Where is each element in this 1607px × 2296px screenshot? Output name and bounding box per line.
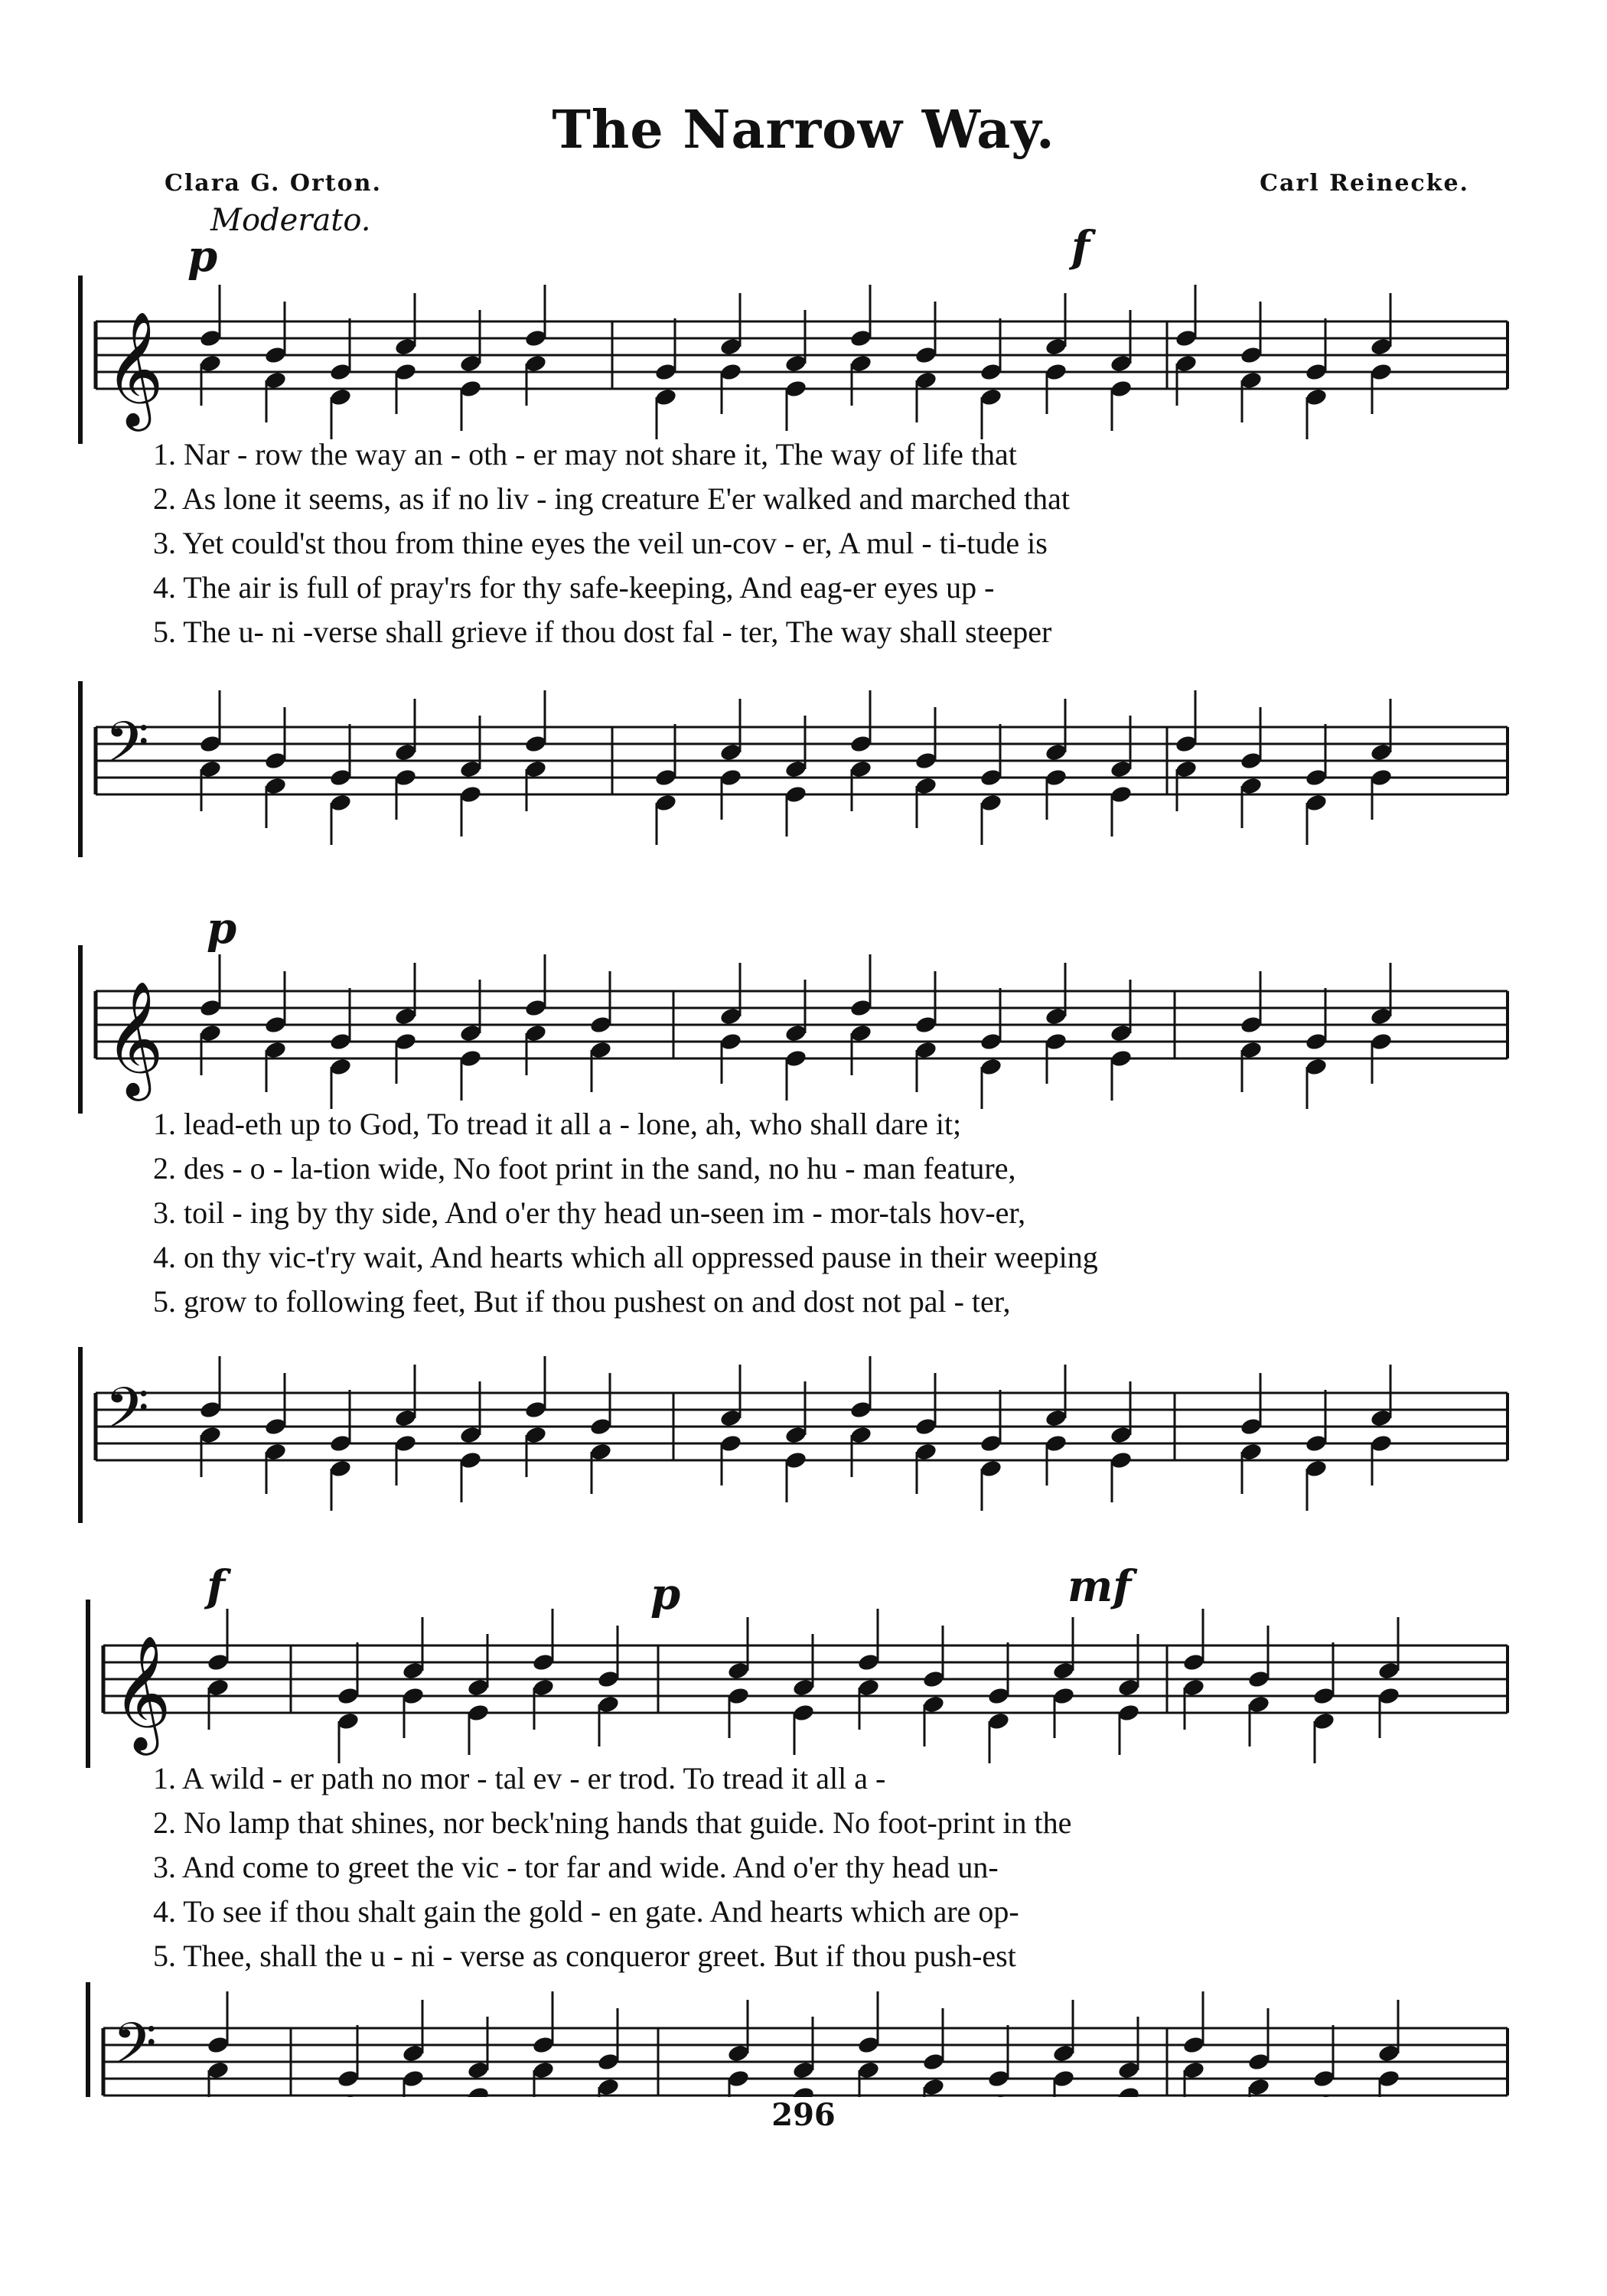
lyric-line: 2. No lamp that shines, nor beck'ning hands that guide. No foot-print in the xyxy=(153,1805,1072,1840)
svg-text:𝄞: 𝄞 xyxy=(105,310,164,426)
dynamic-marking: p xyxy=(650,1569,681,1619)
svg-text:𝄢: 𝄢 xyxy=(105,1375,149,1456)
dynamic-marking: f xyxy=(1071,222,1090,272)
lyric-line: 5. The u- ni -verse shall grieve if thou dost fal - ter, The way shall steeper xyxy=(153,615,1052,649)
dynamic-marking: p xyxy=(207,903,237,954)
lyric-line: 5. grow to following feet, But if thou pushest on and dost not pal - ter, xyxy=(153,1284,1011,1319)
lyric-line: 3. And come to greet the vic - tor far and wide. And o'er thy head un- xyxy=(153,1850,999,1884)
lyric-line: 2. des - o - la-tion wide, No foot print in the sand, no hu - man feature, xyxy=(153,1151,1016,1186)
lyric-line: 4. To see if thou shalt gain the gold - en gate. And hearts which are op- xyxy=(153,1894,1019,1929)
treble-staff xyxy=(0,945,1607,1114)
page-number: 296 xyxy=(771,2097,836,2133)
author-credit: Clara G. Orton. xyxy=(165,170,382,197)
lyrics-verse-block xyxy=(153,1102,1515,1324)
svg-text:𝄞: 𝄞 xyxy=(105,980,164,1096)
lyric-line: 4. on thy vic-t'ry wait, And hearts which all oppressed pause in their weeping xyxy=(153,1240,1098,1274)
dynamic-marking: f xyxy=(207,1561,226,1612)
dynamic-marking: p xyxy=(187,231,218,282)
lyric-line: 1. lead-eth up to God, To tread it all a - lone, ah, who shall dare it; xyxy=(153,1107,962,1141)
lyric-line: 4. The air is full of pray'rs for thy safe-keeping, And eag-er eyes up - xyxy=(153,570,995,605)
tempo-marking: Moderato. xyxy=(210,203,371,238)
lyric-line: 2. As lone it seems, as if no liv - ing creature E'er walked and marched that xyxy=(153,481,1070,516)
lyrics-verse-block xyxy=(153,432,1515,654)
lyrics-verse-block xyxy=(153,1756,1515,1978)
bass-staff xyxy=(0,1347,1607,1523)
lyric-line: 1. Nar - row the way an - oth - er may not share it, The way of life that xyxy=(153,437,1017,471)
svg-text:𝄢: 𝄢 xyxy=(105,709,149,790)
lyric-line: 5. Thee, shall the u - ni - verse as conqueror greet. But if thou push-est xyxy=(153,1939,1016,1973)
lyric-line: 3. toil - ing by thy side, And o'er thy head un-seen im - mor-tals hov-er, xyxy=(153,1195,1026,1230)
treble-staff xyxy=(0,276,1607,444)
treble-staff xyxy=(0,1600,1607,1768)
lyric-line: 1. A wild - er path no mor - tal ev - er trod. To tread it all a - xyxy=(153,1761,886,1795)
svg-text:𝄞: 𝄞 xyxy=(112,1634,171,1750)
hymn-title: The Narrow Way. xyxy=(552,99,1055,161)
bass-staff xyxy=(0,1982,1607,2097)
lyric-line: 3. Yet could'st thou from thine eyes the veil un-cov - er, A mul - ti-tude is xyxy=(153,526,1048,560)
dynamic-marking: mf xyxy=(1068,1561,1132,1612)
svg-text:𝄢: 𝄢 xyxy=(112,2011,157,2091)
bass-staff xyxy=(0,681,1607,857)
composer-credit: Carl Reinecke. xyxy=(1260,170,1469,197)
